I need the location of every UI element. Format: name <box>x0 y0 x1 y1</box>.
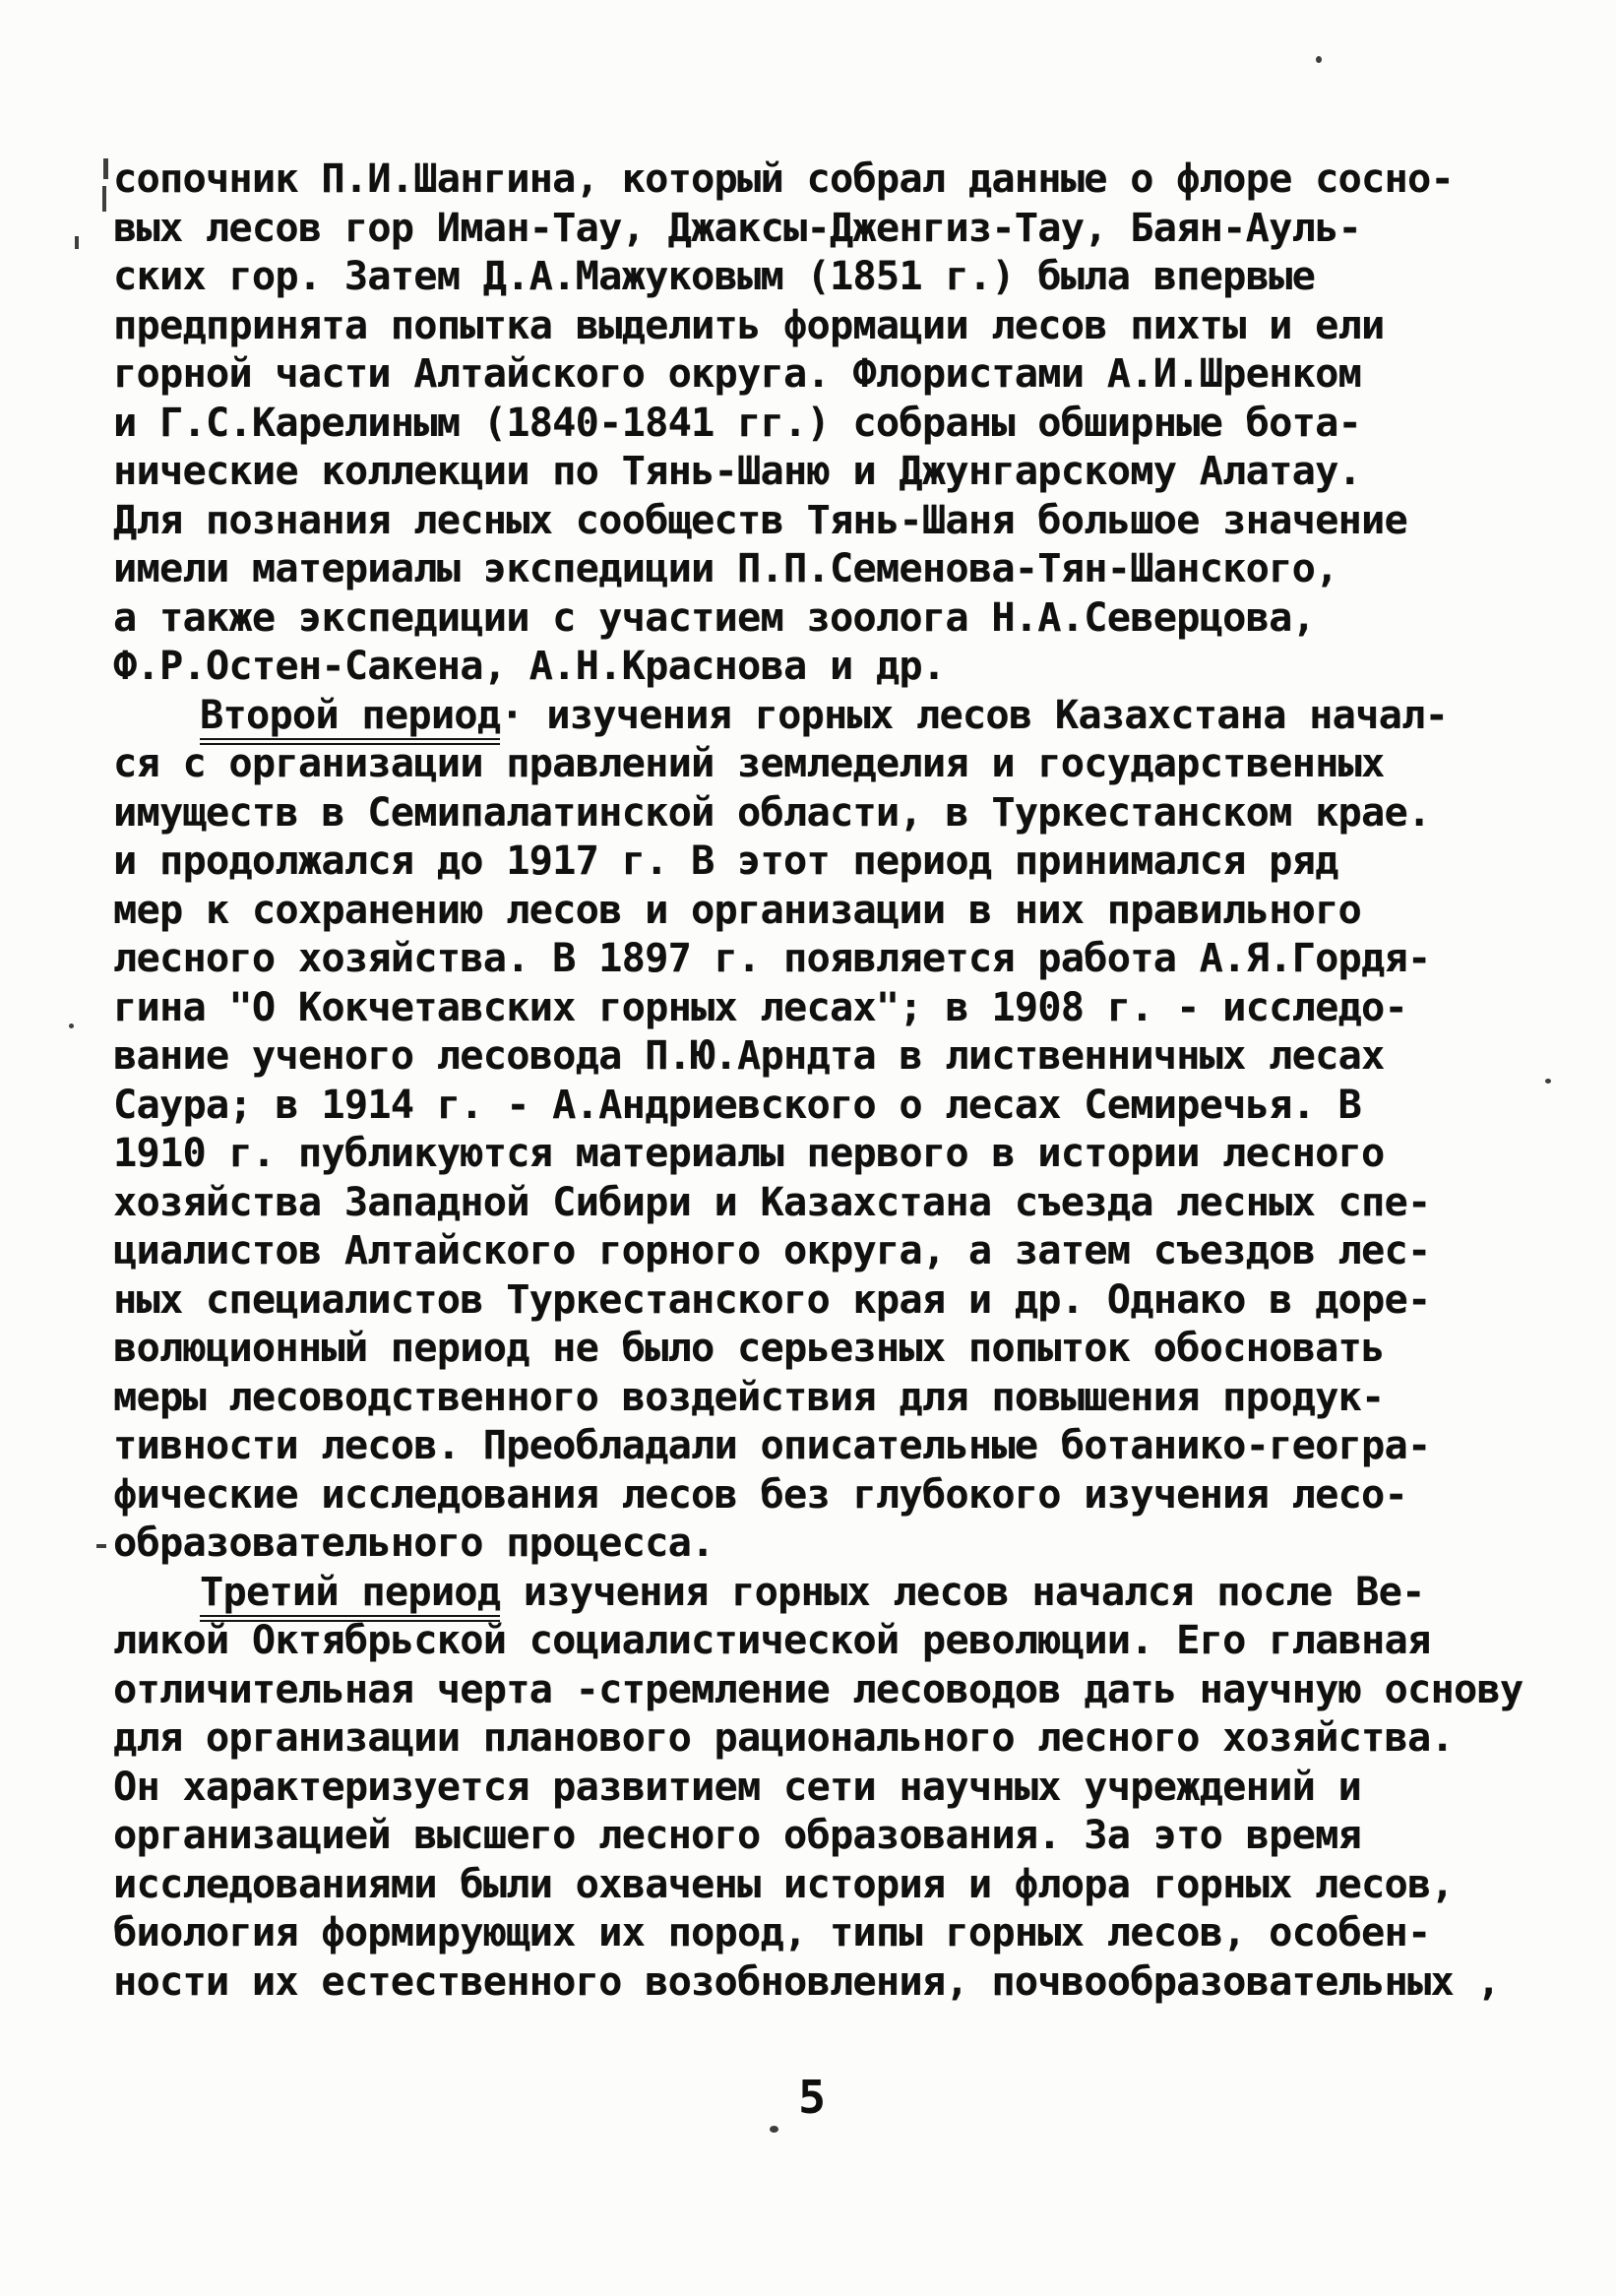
text-line: Второй период· изучения горных лесов Казахстана начал- <box>113 692 1521 741</box>
text-line: хозяйства Западной Сибири и Казахстана съезда лесных спе- <box>113 1179 1431 1225</box>
text-line: фические исследования лесов без глубокого изучения лесо- <box>113 1471 1407 1518</box>
text-line: вых лесов гор Иман-Тау, Джаксы-Дженгиз-Тау, Баян-Ауль- <box>113 205 1362 251</box>
text-line: меры лесоводственного воздействия для повышения продук- <box>113 1374 1385 1420</box>
text-line: мер к сохранению лесов и организации в них правильного <box>113 887 1362 933</box>
page-number: 5 <box>798 2071 826 2124</box>
text-line: Саура; в 1914 г. - А.Андриевского о лесах Семиречья. В <box>113 1082 1362 1128</box>
scan-artifact <box>75 236 79 249</box>
text-line: сопочник П.И.Шангина, который собрал данные о флоре сосно- <box>113 156 1454 202</box>
text-line: отличительная черта -стремление лесоводов дать научную основу <box>113 1666 1523 1712</box>
text-line: лесного хозяйства. В 1897 г. появляется работа А.Я.Гордя- <box>113 936 1431 981</box>
text-line: имуществ в Семипалатинской области, в Туркестанском крае. <box>113 789 1431 836</box>
text-line: исследованиями были охвачены история и флора горных лесов, <box>113 1861 1454 1907</box>
text-line: вание ученого лесовода П.Ю.Арндта в лиственничных лесах <box>113 1033 1385 1079</box>
scan-artifact <box>1316 56 1322 63</box>
text-line: 1910 г. публикуются материалы первого в истории лесного <box>113 1131 1385 1176</box>
text-line: гина "О Кокчетавских горных лесах"; в 1908 г. - исследо- <box>113 984 1407 1030</box>
text-line: волюционный период не было серьезных попыток обосновать <box>113 1326 1385 1371</box>
text-line: тивности лесов. Преобладали описательные ботанико-геогра- <box>113 1423 1431 1468</box>
text-line: ликой Октябрьской социалистической революции. Его главная <box>113 1618 1431 1663</box>
paragraph <box>113 155 1521 692</box>
text-line: организацией высшего лесного образования. За это время <box>113 1813 1362 1858</box>
text-line: для организации планового рационального лесного хозяйства. <box>113 1715 1454 1761</box>
text-line: а также экспедиции с участием зоолога Н.А.Северцова, <box>113 594 1316 641</box>
text-line: Третий период изучения горных лесов начался после Ве- <box>113 1569 1521 1618</box>
scan-artifact <box>770 2126 778 2133</box>
paragraph <box>113 1569 1521 2008</box>
underlined-phrase: Третий период <box>200 1570 500 1622</box>
text-line: предпринята попытка выделить формации лесов пихты и ели <box>113 302 1385 348</box>
scan-artifact <box>1545 1079 1551 1084</box>
text-line: нические коллекции по Тянь-Шаню и Джунгарскому Алатау. <box>113 449 1362 494</box>
scan-artifact <box>102 186 106 212</box>
text-line: ся с организации правлений земледелия и государственных <box>113 741 1385 786</box>
underlined-phrase: Второй период <box>200 693 500 745</box>
text-line: биология формирующих их пород, типы горных лесов, особен- <box>113 1910 1431 1955</box>
text-line: Для познания лесных сообществ Тянь-Шаня большое значение <box>113 497 1407 543</box>
text-line: ских гор. Затем Д.А.Мажуковым (1851 г.) была впервые <box>113 254 1316 299</box>
text-line: ных специалистов Туркестанского края и др. Однако в доре- <box>113 1276 1431 1323</box>
text-line: горной части Алтайского округа. Флористами А.И.Шренком <box>113 351 1362 397</box>
paragraph <box>113 692 1521 1569</box>
text-line: ности их естественного возобновления, почвообразовательных , <box>113 1958 1500 2005</box>
text-line: образовательного процесса. <box>113 1520 715 1566</box>
text-line: Он характеризуется развитием сети научных учреждений и <box>113 1764 1362 1810</box>
scan-artifact <box>69 1024 74 1028</box>
text-block <box>113 155 1521 2007</box>
scan-artifact <box>103 158 108 179</box>
scan-artifact <box>96 1544 106 1548</box>
text-line: и Г.С.Карелиным (1840-1841 гг.) собраны обширные бота- <box>113 400 1362 446</box>
text-line: имели материалы экспедиции П.П.Семенова-Тян-Шанского, <box>113 546 1338 591</box>
text-line: и продолжался до 1917 г. В этот период принимался ряд <box>113 838 1338 884</box>
text-line: циалистов Алтайского горного округа, а затем съездов лес- <box>113 1228 1431 1273</box>
text-line: Ф.Р.Остен-Сакена, А.Н.Краснова и др. <box>113 644 946 689</box>
